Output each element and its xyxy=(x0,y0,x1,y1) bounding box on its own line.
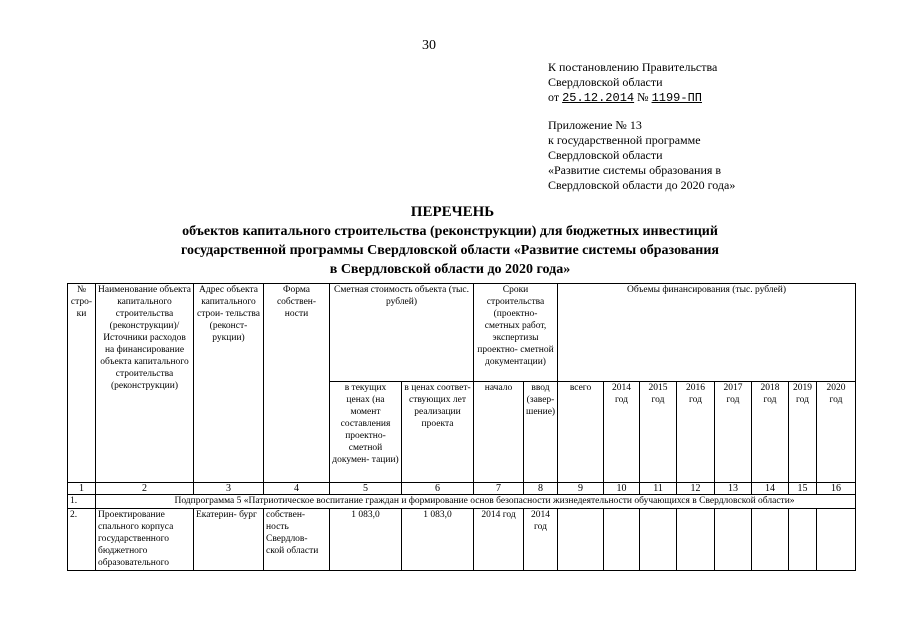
header-year-2019: 2019 год xyxy=(789,382,817,483)
appendix-line-3: Свердловской области xyxy=(548,148,663,162)
cost-current-prices: 1 083,0 xyxy=(330,509,402,571)
object-address: Екатерин- бург xyxy=(194,509,264,571)
header-cost-current-prices: в текущих ценах (на момент составления проектно- сметной докумен- тации) xyxy=(330,382,402,483)
funding-2019 xyxy=(789,509,817,571)
column-number: 14 xyxy=(752,483,789,495)
column-number: 2 xyxy=(96,483,194,495)
subprogram-title: Подпрограмма 5 «Патриотическое воспитание граждан и формирование основ безопасности жизнедеятельности обучающихся в Свердловской области» xyxy=(96,495,856,509)
header-ownership: Форма собствен- ности xyxy=(264,284,330,483)
header-estimated-cost: Сметная стоимость объекта (тыс. рублей) xyxy=(330,284,474,382)
resolution-line-1: К постановлению Правительства xyxy=(548,60,718,74)
document-title: ПЕРЕЧЕНЬ xyxy=(410,204,495,220)
objects-table xyxy=(67,283,856,571)
header-year-2016: 2016 год xyxy=(677,382,715,483)
date-prefix: от xyxy=(548,90,560,104)
header-row-number: № стро- ки xyxy=(68,284,96,483)
appendix-line-5: Свердловской области до 2020 года» xyxy=(548,178,736,192)
header-object-name: Наименование объекта капитального строительства (реконструкции)/ Источники расходов на финансирование объекта капитального строительства (реконструкции) xyxy=(96,284,194,483)
column-number: 6 xyxy=(402,483,474,495)
column-number: 11 xyxy=(640,483,677,495)
header-commissioning: ввод (завер- шение) xyxy=(524,382,558,483)
header-cost-year-prices: в ценах соответ- ствующих лет реализации проекта xyxy=(402,382,474,483)
funding-2017 xyxy=(715,509,752,571)
column-number: 10 xyxy=(604,483,640,495)
column-number: 12 xyxy=(677,483,715,495)
column-number: 1 xyxy=(68,483,96,495)
header-year-2015: 2015 год xyxy=(640,382,677,483)
funding-2015 xyxy=(640,509,677,571)
funding-2016 xyxy=(677,509,715,571)
funding-2020 xyxy=(817,509,856,571)
row-number: 2. xyxy=(68,509,96,571)
document-subtitle xyxy=(120,222,780,279)
column-number: 7 xyxy=(474,483,524,495)
subprogram-row-number: 1. xyxy=(68,495,96,509)
header-funding-volumes: Объемы финансирования (тыс. рублей) xyxy=(558,284,856,382)
page-number: 30 xyxy=(422,38,436,53)
header-year-2014: 2014 год xyxy=(604,382,640,483)
column-number: 13 xyxy=(715,483,752,495)
resolution-date-line xyxy=(548,90,717,106)
column-number: 8 xyxy=(524,483,558,495)
column-number: 15 xyxy=(789,483,817,495)
object-name: Проектирование спального корпуса государственного бюджетного образовательного xyxy=(96,509,194,571)
funding-2014 xyxy=(604,509,640,571)
column-number: 4 xyxy=(264,483,330,495)
construction-start: 2014 год xyxy=(474,509,524,571)
appendix-line-1: Приложение № 13 xyxy=(548,118,642,132)
header-year-2017: 2017 год xyxy=(715,382,752,483)
header-construction-terms: Сроки строительства (проектно- сметных работ, экспертизы проектно- сметной документации) xyxy=(474,284,558,382)
resolution-date: 25.12.2014 xyxy=(562,91,635,105)
header-start: начало xyxy=(474,382,524,483)
resolution-reference xyxy=(548,60,717,106)
cost-year-prices: 1 083,0 xyxy=(402,509,474,571)
appendix-block xyxy=(548,118,735,193)
construction-commissioning: 2014 год xyxy=(524,509,558,571)
column-number: 9 xyxy=(558,483,604,495)
subtitle-line-3: в Свердловской области до 2020 года» xyxy=(329,262,571,277)
funding-2018 xyxy=(752,509,789,571)
resolution-line-2: Свердловской области xyxy=(548,75,663,89)
header-year-2018: 2018 год xyxy=(752,382,789,483)
column-number: 16 xyxy=(817,483,856,495)
subtitle-line-1: объектов капитального строительства (реконструкции) для бюджетных инвестиций xyxy=(182,224,718,239)
number-prefix: № xyxy=(637,90,649,104)
subtitle-line-2: государственной программы Свердловской области «Развитие системы образования xyxy=(181,243,719,258)
funding-total xyxy=(558,509,604,571)
column-number: 5 xyxy=(330,483,402,495)
header-year-2020: 2020 год xyxy=(817,382,856,483)
header-total: всего xyxy=(558,382,604,483)
ownership-form: собствен- ность Свердлов- ской области xyxy=(264,509,330,571)
header-address: Адрес объекта капитального строи- тельства (реконст- рукции) xyxy=(194,284,264,483)
appendix-line-4: «Развитие системы образования в xyxy=(548,163,722,177)
column-number: 3 xyxy=(194,483,264,495)
resolution-number: 1199-ПП xyxy=(651,91,702,105)
appendix-line-2: к государственной программе xyxy=(548,133,701,147)
